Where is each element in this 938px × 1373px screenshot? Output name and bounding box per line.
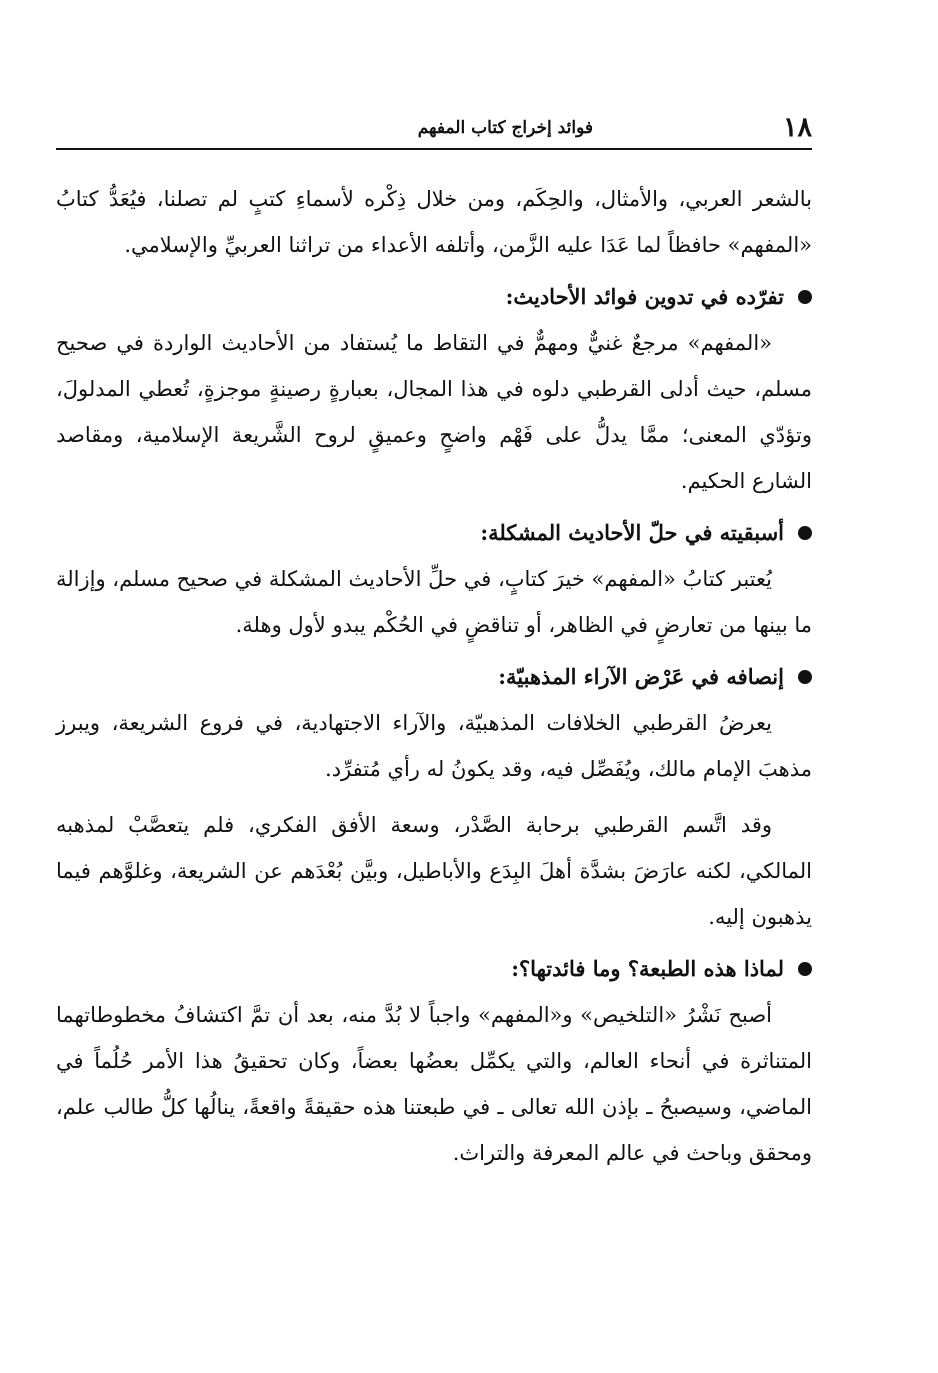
section-paragraph: يُعتبر كتابُ «المفهم» خيرَ كتابٍ، في حلِّ الأحاديث المشكلة في صحيح مسلم، وإزالة ما بينها من تعارضٍ في الظاهر، أو تناقضٍ في الحُكْم يبدو لأول وهلة. [56, 567, 812, 637]
intro-paragraph: بالشعر العربي، والأمثال، والحِكَم، ومن خلال ذِكْره لأسماءِ كتبٍ لم تصلنا، فيُعَدُّ كتابُ «المفهم» حافظاً لما عَدَا عليه الزَّمن، وأتلفه الأعداء من تراثنا العربيِّ والإسلامي. [56, 187, 812, 257]
page-number: ١٨ [782, 112, 812, 143]
section-paragraph: «المفهم» مرجعٌ غنيٌّ ومهمٌّ في التقاط ما يُستفاد من الأحاديث الواردة في صحيح مسلم، حيث أدلى القرطبي دلوه في هذا المجال، بعبارةٍ رصينةٍ موجزةٍ، تُعطي المدلولَ، وتؤدّي المعنى؛ ممَّا يدلُّ على فَهْم واضحٍ وعميقٍ لروح الشَّريعة الإسلامية، ومقاصد الشارع الحكيم. [56, 331, 812, 493]
section-heading-text: لماذا هذه الطبعة؟ وما فائدتها؟: [511, 956, 784, 981]
page-header [56, 108, 812, 150]
bullet-icon [798, 670, 812, 684]
bullet-icon [798, 290, 812, 304]
bullet-icon [798, 962, 812, 976]
section-paragraph: وقد اتَّسم القرطبي برحابة الصَّدْر، وسعة الأفق الفكري، فلم يتعصَّبْ لمذهبه المالكي، لكنه عارَضَ بشدَّة أهلَ البِدَع والأباطيل، وبيَّن بُعْدَهم عن الشريعة، وغلوَّهم فيما يذهبون إليه. [56, 813, 812, 929]
section-paragraph: أصبح نَشْرُ «التلخيص» و«المفهم» واجباً لا بُدَّ منه، بعد أن تمَّ اكتشافُ مخطوطاتهما المتناثرة في أنحاء العالم، والتي يكمِّل بعضُها بعضاً، وكان تحقيقُ هذا الأمر حُلُماً في الماضي، وسيصبحُ ـ بإذن الله تعالى ـ في طبعتنا هذه حقيقةً واقعةً، ينالُها كلُّ طالب علم، ومحقق وباحث في عالم المعرفة والتراث. [56, 1003, 812, 1165]
section-heading-fairness [56, 654, 812, 700]
section-heading-why-edition [56, 946, 812, 992]
page-body [56, 176, 812, 1176]
section-heading-text: تفرّده في تدوين فوائد الأحاديث: [505, 284, 784, 309]
bullet-icon [798, 526, 812, 540]
running-title: فوائد إخراج كتاب المفهم [417, 118, 593, 138]
section-heading-precedence [56, 510, 812, 556]
section-heading-text: إنصافه في عَرْض الآراء المذهبيّة: [498, 664, 784, 689]
section-heading-uniqueness [56, 274, 812, 320]
section-paragraph: يعرضُ القرطبي الخلافات المذهبيّة، والآراء الاجتهادية، في فروع الشريعة، ويبرز مذهبَ الإمام مالك، ويُفَصِّل فيه، وقد يكونُ له رأي مُتفرِّد. [56, 711, 812, 781]
section-heading-text: أسبقيته في حلّ الأحاديث المشكلة: [480, 520, 784, 545]
